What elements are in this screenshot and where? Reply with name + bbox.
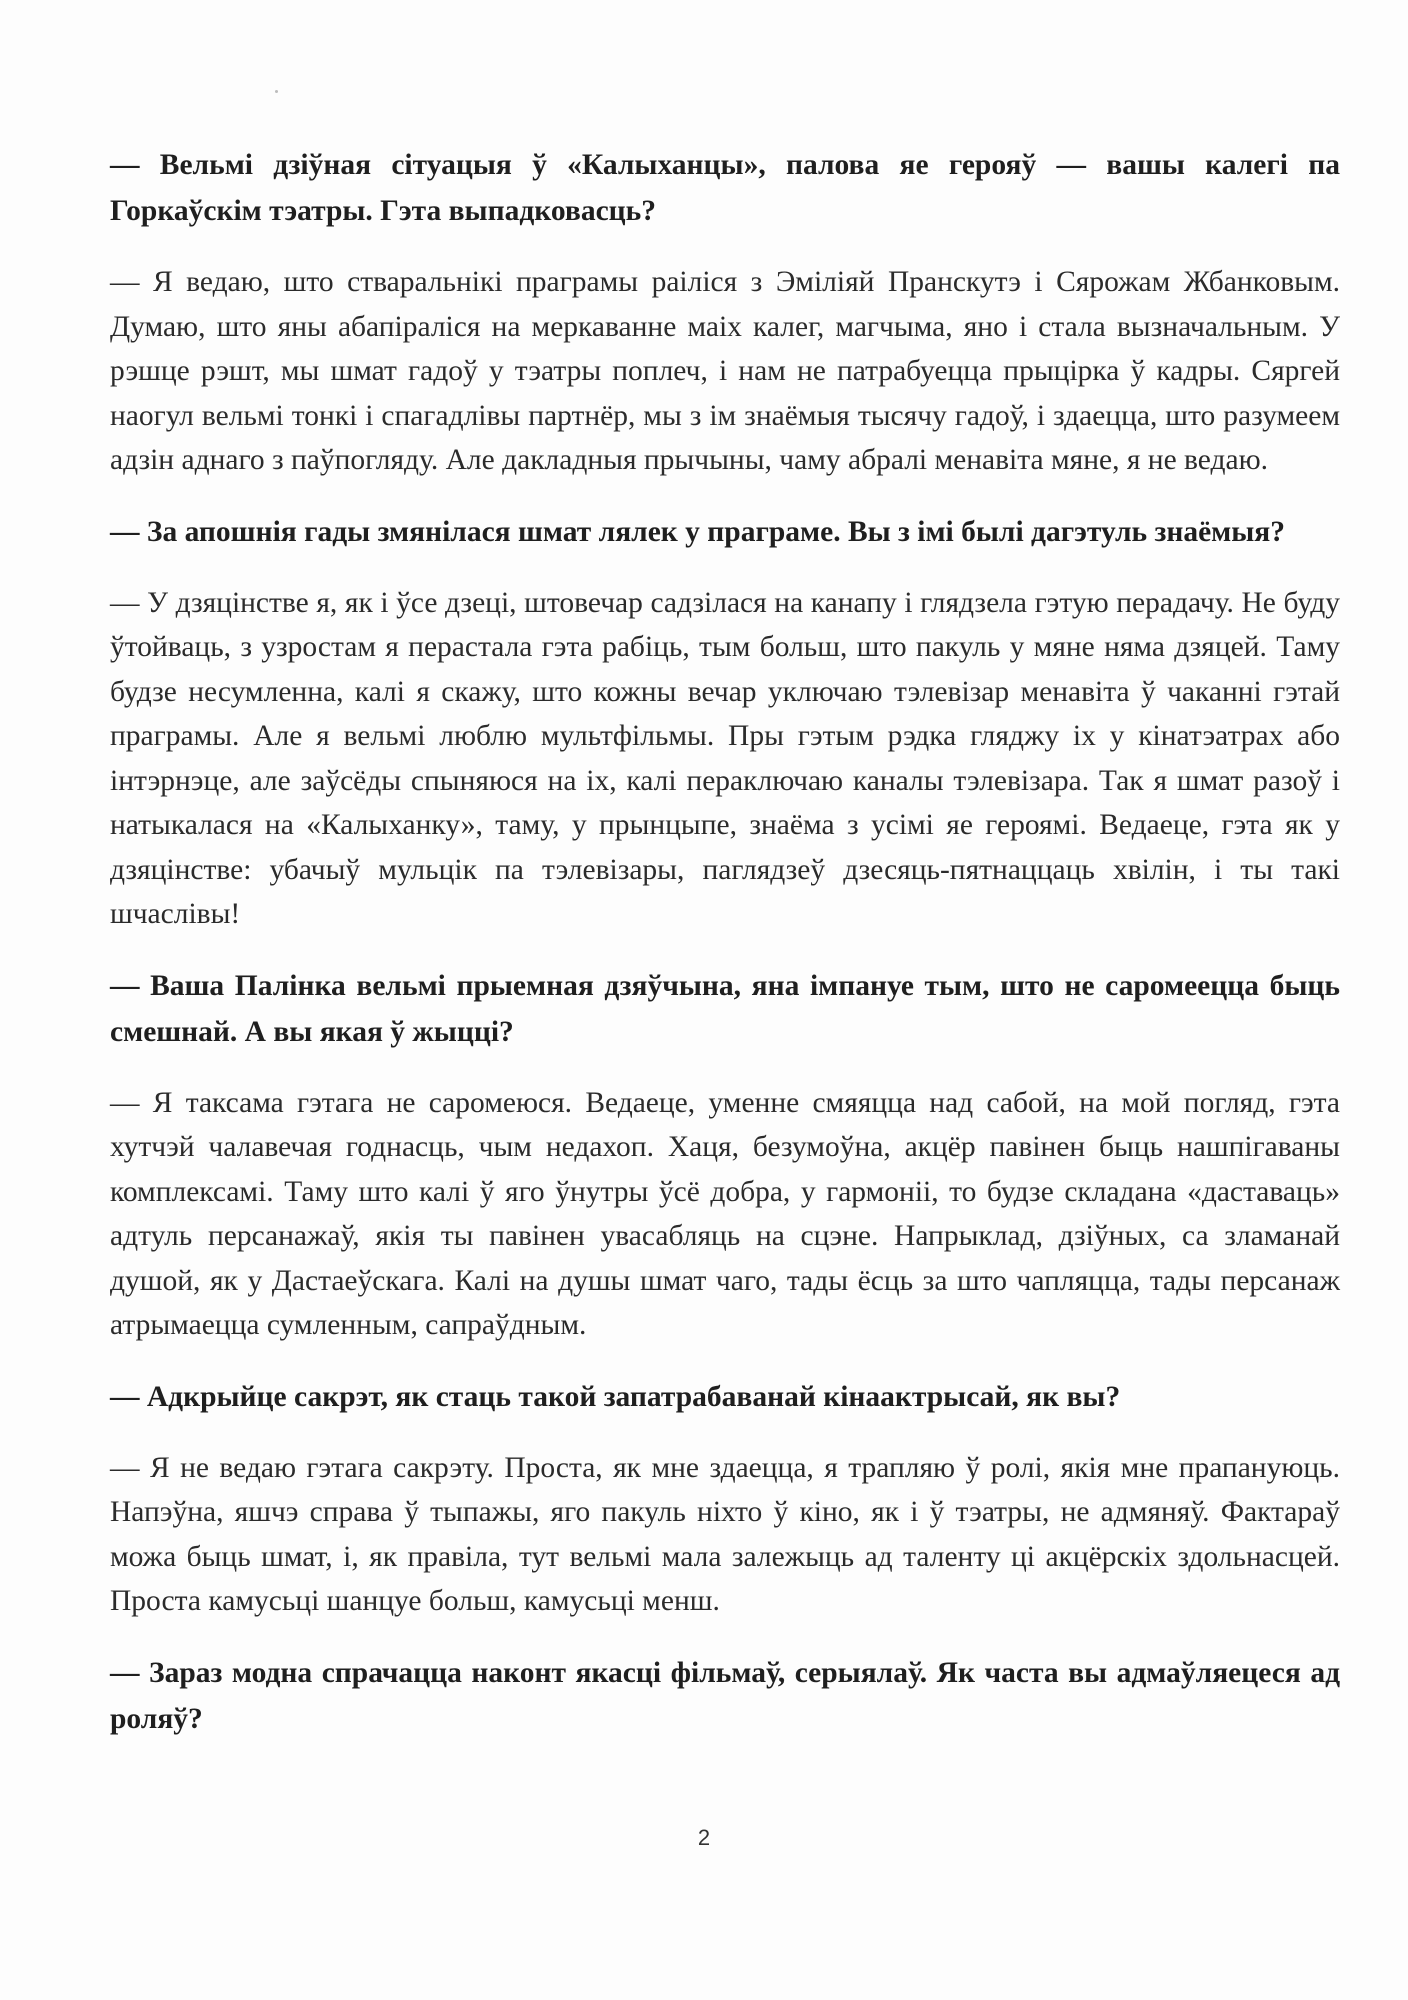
interview-answer: — У дзяцінстве я, як і ўсе дзеці, штовечар садзілася на канапу і глядзела гэтую перадачу. Не буду ўтойваць, з узростам я перастала гэта рабіць, тым больш, што пакуль у мяне няма дзяцей. Таму будзе несумленна, калі я скажу, што кожны вечар уключаю тэлевізар менавіта ў чаканні гэтай праграмы. Але я вельмі люблю мультфільмы. Пры гэтым рэдка гляджу іх у кінатэатрах або інтэрнэце, але заўсёды спыняюся на іх, калі пераключаю каналы тэлевізара. Так я шмат разоў і натыкалася на «Калыханку», таму, у прынцыпе, знаёма з усімі яе героямі. Ведаеце, гэта як у дзяцінстве: убачыў мульцік па тэлевізары, паглядзеў дзесяць-пятнаццаць хвілін, і ты такі шчаслівы! [110, 586, 1340, 930]
interview-question: — Зараз модна спрачацца наконт якасці фільмаў, серыялаў. Як часта вы адмаўляецеся ад роляў? [110, 1656, 1340, 1735]
page-number: 2 [697, 1825, 711, 1850]
interview-answer: — Я не ведаю гэтага сакрэту. Проста, як мне здаецца, я трапляю ў ролі, якія мне прапануюць. Напэўна, яшчэ справа ў тыпажы, яго пакуль ніхто ў кіно, як і ў тэатры, не адмяняў. Фактараў можа быць шмат, і, як правіла, тут вельмі мала залежыць ад таленту ці акцёрскіх здольнасцей. Проста камусьці шанцуе больш, камусьці менш. [110, 1451, 1340, 1617]
scan-speck [275, 90, 278, 93]
interview-question: — Адкрыйце сакрэт, як стаць такой запатрабаванай кінаактрысай, як вы? [110, 1380, 1121, 1413]
interview-question: — Ваша Палінка вельмі прыемная дзяўчына, яна імпануе тым, што не саромеецца быць смешнай. А вы якая ў жыцці? [110, 969, 1340, 1048]
interview-question: — За апошнія гады змянілася шмат лялек у праграме. Вы з імі былі дагэтуль знаёмыя? [110, 515, 1286, 548]
interview-content [110, 142, 1340, 1768]
interview-answer: — Я таксама гэтага не саромеюся. Ведаеце, уменне смяяцца над сабой, на мой погляд, гэта хутчэй чалавечая годнасць, чым недахоп. Хаця, безумоўна, акцёр павінен быць нашпігаваны комплексамі. Таму што калі ў яго ўнутры ўсё добра, у гармоніі, то будзе складана «даставаць» адтуль персанажаў, якія ты павінен увасабляць на сцэне. Напрыклад, дзіўных, са зламанай душой, як у Дастаеўскага. Калі на душы шмат чаго, тады ёсць за што чапляцца, тады персанаж атрымаецца сумленным, сапраўдным. [110, 1086, 1340, 1341]
interview-answer: — Я ведаю, што стваральнікі праграмы раіліся з Эміліяй Пранскутэ і Сярожам Жбанковым. Думаю, што яны абапіраліся на меркаванне маіх калег, магчыма, яно і стала вызначальным. У рэшце рэшт, мы шмат гадоў у тэатры поплеч, і нам не патрабуецца прыцірка ў кадры. Сяргей наогул вельмі тонкі і спагадлівы партнёр, мы з ім знаёмыя тысячу гадоў, і здаецца, што разумеем адзін аднаго з паўпогляду. Але дакладныя прычыны, чаму абралі менавіта мяне, я не ведаю. [110, 266, 1340, 476]
interview-question: — Вельмі дзіўная сітуацыя ў «Калыханцы», палова яе герояў — вашы калегі па Горкаўскім тэатры. Гэта выпадковасць? [110, 149, 1340, 227]
